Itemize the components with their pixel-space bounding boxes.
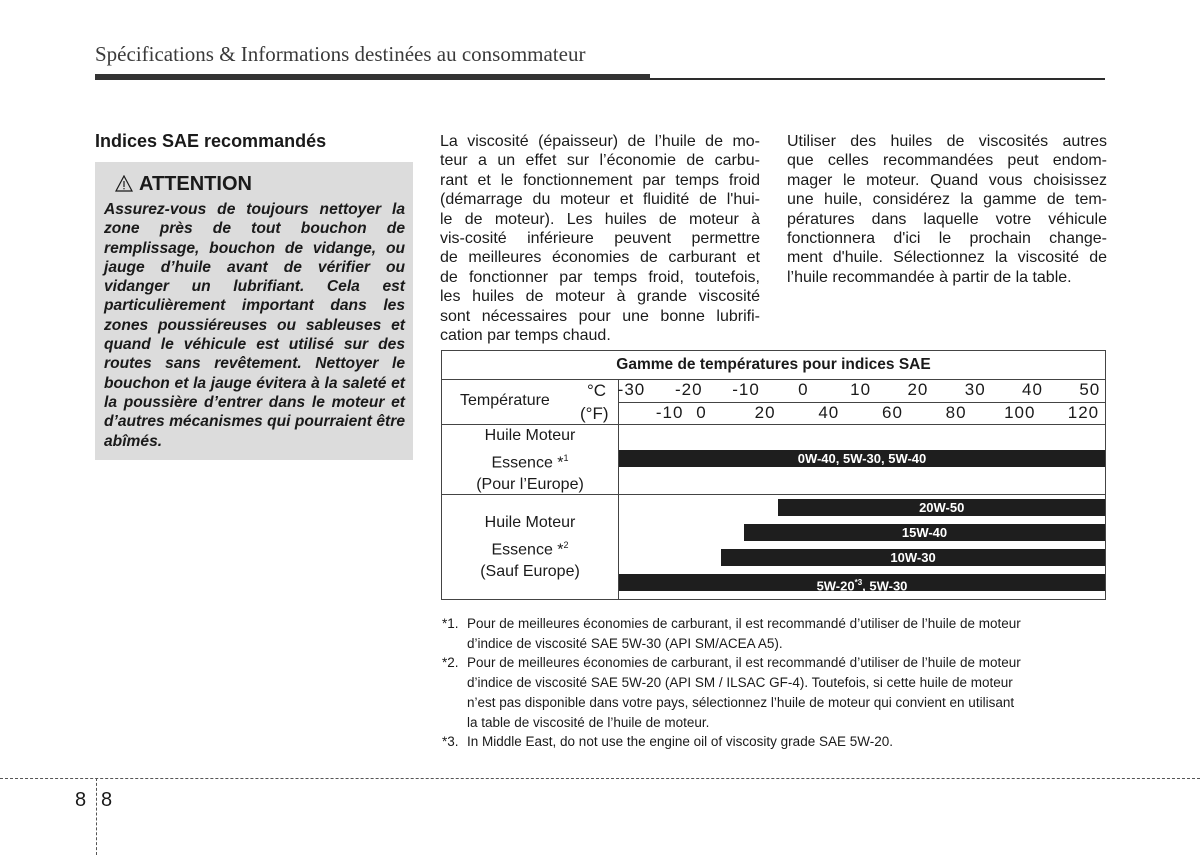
fahrenheit-tick-label: 40 — [818, 403, 840, 422]
paragraph-line: pératures dans laquelle votre véhicule — [787, 210, 1107, 228]
celsius-tick-label: 20 — [907, 380, 929, 399]
paragraph-line: l’huile recommandée à partir de la table. — [787, 268, 1072, 286]
fahrenheit-tick-label: 80 — [945, 403, 967, 422]
footer-dashed-rule — [0, 778, 1200, 779]
page-number-section: 8 — [75, 789, 87, 811]
sae-viscosity-table — [441, 350, 1106, 600]
viscosity-bar: 20W-50 — [778, 499, 1105, 516]
paragraph-line: (démarrage du moteur et fluidité de l'hui- — [440, 191, 760, 209]
celsius-tick-label: 50 — [1079, 380, 1101, 399]
table-rule — [618, 379, 619, 599]
celsius-tick-label: -30 — [617, 380, 646, 399]
table-caption: Gamme de températures pour indices SAE — [616, 356, 931, 373]
oil-row-line — [442, 534, 618, 561]
footnote-ref: 2 — [563, 540, 569, 550]
footnote-line: Pour de meilleures économies de carburant, il est recommandé d’utiliser de l’huile de moteur — [467, 655, 1021, 671]
warning-triangle-icon — [115, 175, 133, 193]
oil-row-line: (Pour l’Europe) — [476, 476, 584, 494]
celsius-tick-label: 0 — [798, 380, 809, 399]
bar-label: 5W-20 — [816, 578, 855, 594]
temperature-label: Température — [460, 392, 550, 409]
bar-label: , 5W-30 — [862, 578, 908, 594]
footnote — [442, 653, 1106, 732]
footnote-line: n’est pas disponible dans votre pays, sélectionnez l’huile de moteur qui convient en utilisant — [467, 694, 1015, 710]
paragraph-line: mager le moteur. Quand vous choisissez — [787, 171, 1107, 189]
viscosity-bar — [619, 574, 1105, 594]
footnote-line: d’indice de viscosité SAE 5W-30 (API SM/ACEA A5). — [467, 635, 783, 651]
fahrenheit-tick-label: 100 — [1004, 403, 1036, 422]
paragraph-line: les huiles de moteur à grande viscosité — [440, 288, 760, 306]
footnote-ref: *3 — [854, 578, 863, 587]
oil-row-text: Essence * — [491, 541, 564, 559]
paragraph-line: que celles recommandées peut endom- — [787, 152, 1107, 170]
page-header-title: Spécifications & Informations destinées au consommateur — [95, 42, 586, 66]
celsius-tick-label: -10 — [732, 380, 760, 399]
fahrenheit-tick-label: 0 — [696, 403, 707, 422]
paragraph-line: une huile, considérez la gamme de tem- — [787, 191, 1107, 209]
header-rule-thin — [650, 78, 1105, 80]
celsius-tick-label: 30 — [964, 380, 986, 399]
celsius-tick-label: 40 — [1022, 380, 1043, 399]
footnotes — [442, 614, 1106, 752]
paragraph-line: La viscosité (épaisseur) de l’huile de mo- — [440, 133, 760, 150]
footnote-mark: *2. — [442, 655, 459, 671]
paragraph-line: de meilleures économies de carburant et — [440, 249, 760, 267]
viscosity-bar: 15W-40 — [744, 524, 1105, 541]
footnote-line: la table de viscosité de l’huile de moteur. — [467, 714, 710, 730]
oil-row-line: Huile Moteur — [484, 427, 576, 444]
paragraph-line: Utiliser des huiles de viscosités autres — [787, 133, 1107, 150]
warning-text: Assurez-vous de toujours nettoyer la zone près de tout bouchon de remplissage, bouchon de vidange, ou jauge d’huile avant de vérifier ou vidanger un lubrifiant. Cela est particulièrement important dans les zones poussiéreuses ou sableuses et quand le véhicule est utilisé sur des routes sans revêtement. Nettoyer le bouchon et la jauge évitera à la saleté et la poussière d’entrer dans le moteur et d’autres mécanismes qui pourraient être abîmés. — [104, 201, 405, 450]
footnote — [442, 732, 1106, 752]
celsius-unit: °C — [587, 381, 607, 400]
paragraph-line: teur a un effet sur l’économie de carbu- — [440, 152, 760, 170]
header-rule — [95, 74, 650, 80]
fahrenheit-tick-label: 20 — [754, 403, 776, 422]
warning-box — [95, 162, 413, 460]
fahrenheit-tick-label: -10 — [655, 403, 684, 422]
viscosity-intro-paragraph — [440, 132, 760, 345]
paragraph-line: de fonctionner par temps froid, toutefois, — [440, 268, 760, 286]
paragraph-line: vis-cosité inférieure peuvent permettre — [440, 230, 760, 248]
footnote-line: In Middle East, do not use the engine oil of viscosity grade SAE 5W-20. — [467, 734, 893, 750]
footnote-mark: *3. — [442, 734, 459, 750]
table-rule — [442, 379, 1105, 380]
viscosity-bar: 0W-40, 5W-30, 5W-40 — [619, 450, 1105, 467]
oil-row-line — [442, 447, 618, 474]
warning-title-text: ATTENTION — [139, 173, 252, 195]
footnote-line: Pour de meilleures économies de carburant, il est recommandé d’utiliser de l’huile de moteur — [467, 616, 1021, 631]
celsius-tick-label: 10 — [850, 380, 872, 399]
footnote-mark: *1. — [442, 616, 459, 631]
paragraph-line: le de moteur). Les huiles de moteur à — [440, 210, 760, 228]
paragraph-line: ment d'huile. Sélectionnez la viscosité de — [787, 249, 1107, 267]
footnote-line: d’indice de viscosité SAE 5W-20 (API SM / ILSAC GF-4). Toutefois, si cette huile de moteur — [467, 675, 1013, 691]
oil-row-line: Huile Moteur — [484, 514, 576, 531]
warning-title — [115, 173, 252, 196]
section-heading: Indices SAE recommandés — [95, 131, 327, 151]
oil-row-europe-label — [442, 425, 618, 496]
paragraph-line: fonctionnera d'ici le prochain change- — [787, 230, 1107, 248]
oil-row-outside-europe-label — [442, 512, 618, 583]
viscosity-choice-paragraph — [787, 132, 1107, 287]
footnote — [442, 614, 1106, 653]
footnote-ref: 1 — [563, 453, 569, 463]
fahrenheit-tick-label: 60 — [881, 403, 903, 422]
paragraph-line: sont nécessaires pour une bonne lubrifi- — [440, 307, 760, 325]
fahrenheit-unit: (°F) — [580, 404, 609, 423]
footer-dashed-divider — [96, 778, 97, 855]
page-number-page: 8 — [101, 789, 113, 811]
paragraph-line: rant et le fonctionnement par temps froid — [440, 171, 760, 189]
oil-row-line: (Sauf Europe) — [480, 563, 580, 581]
celsius-tick-label: -20 — [674, 380, 703, 399]
paragraph-line: cation par temps chaud. — [440, 327, 611, 345]
viscosity-bar: 10W-30 — [721, 549, 1105, 566]
oil-row-text: Essence * — [491, 454, 564, 472]
fahrenheit-tick-label: 120 — [1067, 403, 1100, 422]
